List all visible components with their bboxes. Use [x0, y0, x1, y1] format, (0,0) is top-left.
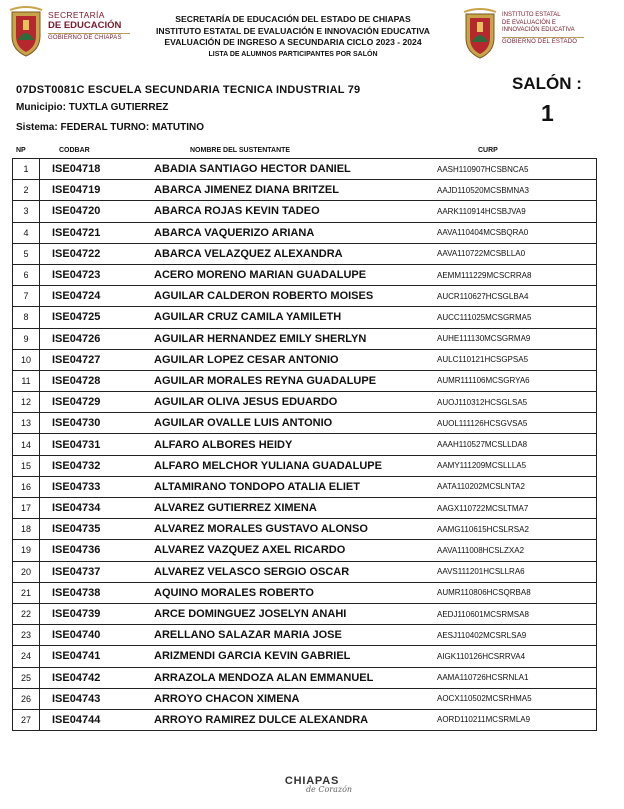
cell-name: AGUILAR CALDERON ROBERTO MOISES	[130, 286, 427, 307]
cell-name: ABARCA VELAZQUEZ ALEXANDRA	[130, 243, 427, 264]
table-row	[13, 413, 597, 434]
cell-np: 15	[13, 455, 40, 476]
cell-cod: ISE04729	[40, 392, 131, 413]
cell-np: 1	[13, 159, 40, 180]
cell-curp: AAVA110404MCSBQRA0	[427, 222, 597, 243]
footer-brand-text: CHIAPAS	[284, 775, 340, 787]
logo-line-1: INSTITUTO ESTATAL	[502, 12, 561, 18]
cell-np: 22	[13, 603, 40, 624]
table-row	[13, 286, 597, 307]
chiapas-crest-icon	[462, 8, 498, 60]
table-row	[13, 243, 597, 264]
cell-name: ALFARO ALBORES HEIDY	[130, 434, 427, 455]
cell-curp: AAMA110726HCSRNLA1	[427, 667, 597, 688]
table-row	[13, 201, 597, 222]
header-line-4: LISTA DE ALUMNOS PARTICIPANTES POR SALÓN	[208, 50, 378, 58]
cell-name: AGUILAR CRUZ CAMILA YAMILETH	[130, 307, 427, 328]
chiapas-crest-icon	[8, 6, 44, 58]
cell-cod: ISE04732	[40, 455, 131, 476]
table-row	[13, 455, 597, 476]
students-table	[12, 158, 597, 731]
cell-np: 20	[13, 561, 40, 582]
cell-name: AGUILAR OVALLE LUIS ANTONIO	[130, 413, 427, 434]
cell-cod: ISE04735	[40, 519, 131, 540]
cell-np: 3	[13, 201, 40, 222]
cell-curp: AUOL111126HCSGVSA5	[427, 413, 597, 434]
cell-np: 10	[13, 349, 40, 370]
cell-name: ALFARO MELCHOR YULIANA GUADALUPE	[130, 455, 427, 476]
sistema-turno: Sistema: FEDERAL TURNO: MATUTINO	[16, 122, 204, 133]
table-row	[13, 561, 597, 582]
cell-np: 17	[13, 498, 40, 519]
cell-cod: ISE04731	[40, 434, 131, 455]
cell-cod: ISE04725	[40, 307, 131, 328]
cell-cod: ISE04721	[40, 222, 131, 243]
logo-line-4: GOBIERNO DEL ESTADO	[502, 37, 584, 45]
cell-name: ARELLANO SALAZAR MARIA JOSE	[130, 625, 427, 646]
header-line-2: INSTITUTO ESTATAL DE EVALUACIÓN E INNOVACIÓN EDUCATIVA	[155, 25, 431, 36]
logo-line-2: DE EDUCACIÓN	[48, 20, 122, 31]
cell-curp: AORD110211MCSRMLA9	[427, 709, 597, 730]
ieeie-logo	[462, 8, 582, 60]
cell-name: ALTAMIRANO TONDOPO ATALIA ELIET	[130, 476, 427, 497]
table-row	[13, 646, 597, 667]
cell-np: 9	[13, 328, 40, 349]
cell-np: 25	[13, 667, 40, 688]
cell-cod: ISE04724	[40, 286, 131, 307]
cell-np: 6	[13, 264, 40, 285]
cell-curp: AAVS111201HCSLLRA6	[427, 561, 597, 582]
cell-cod: ISE04741	[40, 646, 131, 667]
cell-cod: ISE04727	[40, 349, 131, 370]
cell-curp: AUCC111025MCSGRMA5	[427, 307, 597, 328]
cell-np: 5	[13, 243, 40, 264]
logo-line-3: INNOVACIÓN EDUCATIVA	[502, 27, 575, 33]
cell-curp: AUMR111106MCSGRYA6	[427, 370, 597, 391]
cell-cod: ISE04730	[40, 413, 131, 434]
cell-curp: AUCR110627HCSGLBA4	[427, 286, 597, 307]
municipio: Municipio: TUXTLA GUTIERREZ	[16, 102, 169, 113]
cell-cod: ISE04740	[40, 625, 131, 646]
cell-curp: AUMR110806HCSQRBA8	[427, 582, 597, 603]
school-name: 07DST0081C ESCUELA SECUNDARIA TECNICA INDUSTRIAL 79	[16, 84, 361, 96]
cell-np: 7	[13, 286, 40, 307]
cell-name: ALVAREZ GUTIERREZ XIMENA	[130, 498, 427, 519]
cell-cod: ISE04742	[40, 667, 131, 688]
table-row	[13, 498, 597, 519]
cell-name: ABARCA ROJAS KEVIN TADEO	[130, 201, 427, 222]
table-header	[12, 146, 597, 158]
table-row	[13, 222, 597, 243]
cell-np: 27	[13, 709, 40, 730]
cell-name: AGUILAR LOPEZ CESAR ANTONIO	[130, 349, 427, 370]
table-row	[13, 349, 597, 370]
cell-curp: AATA110202MCSLNTA2	[427, 476, 597, 497]
cell-curp: AAAH110527MCSLLDA8	[427, 434, 597, 455]
cell-name: ALVAREZ MORALES GUSTAVO ALONSO	[130, 519, 427, 540]
cell-name: ALVAREZ VAZQUEZ AXEL RICARDO	[130, 540, 427, 561]
table-row	[13, 159, 597, 180]
table-row	[13, 392, 597, 413]
cell-curp: AEDJ110601MCSRMSA8	[427, 603, 597, 624]
cell-np: 2	[13, 180, 40, 201]
cell-cod: ISE04738	[40, 582, 131, 603]
cell-curp: AOCX110502MCSRHMA5	[427, 688, 597, 709]
cell-name: AQUINO MORALES ROBERTO	[130, 582, 427, 603]
cell-cod: ISE04728	[40, 370, 131, 391]
col-name: NOMBRE DEL SUSTENTANTE	[190, 147, 291, 154]
cell-np: 19	[13, 540, 40, 561]
cell-curp: AAMG110615HCSLRSA2	[427, 519, 597, 540]
table-row	[13, 540, 597, 561]
cell-np: 26	[13, 688, 40, 709]
document-header	[126, 14, 460, 60]
logo-line-1: SECRETARÍA	[48, 10, 105, 20]
cell-name: AGUILAR HERNANDEZ EMILY SHERLYN	[130, 328, 427, 349]
cell-curp: AAGX110722MCSLTMA7	[427, 498, 597, 519]
table-row	[13, 370, 597, 391]
footer-tagline: de Corazón	[305, 785, 353, 794]
cell-curp: AUOJ110312HCSGLSA5	[427, 392, 597, 413]
col-codbar: CODBAR	[59, 147, 90, 154]
cell-cod: ISE04737	[40, 561, 131, 582]
col-np: NP	[16, 147, 26, 154]
table-row	[13, 434, 597, 455]
cell-np: 18	[13, 519, 40, 540]
table-row	[13, 476, 597, 497]
cell-name: ABADIA SANTIAGO HECTOR DANIEL	[130, 159, 427, 180]
cell-curp: AAVA110722MCSBLLA0	[427, 243, 597, 264]
cell-np: 12	[13, 392, 40, 413]
cell-name: ALVAREZ VELASCO SERGIO OSCAR	[130, 561, 427, 582]
table-row	[13, 709, 597, 730]
cell-cod: ISE04718	[40, 159, 131, 180]
cell-cod: ISE04734	[40, 498, 131, 519]
cell-name: ARROYO RAMIREZ DULCE ALEXANDRA	[130, 709, 427, 730]
cell-cod: ISE04739	[40, 603, 131, 624]
cell-curp: AEMM111229MCSCRRA8	[427, 264, 597, 285]
cell-cod: ISE04736	[40, 540, 131, 561]
header-line-1: SECRETARÍA DE EDUCACIÓN DEL ESTADO DE CHIAPAS	[175, 14, 411, 24]
table-row	[13, 667, 597, 688]
cell-np: 11	[13, 370, 40, 391]
cell-name: ABARCA VAQUERIZO ARIANA	[130, 222, 427, 243]
cell-curp: AULC110121HCSGPSA5	[427, 349, 597, 370]
cell-name: AGUILAR MORALES REYNA GUADALUPE	[130, 370, 427, 391]
table-row	[13, 688, 597, 709]
cell-cod: ISE04744	[40, 709, 131, 730]
cell-name: ARROYO CHACON XIMENA	[130, 688, 427, 709]
cell-curp: AESJ110402MCSRLSA9	[427, 625, 597, 646]
cell-np: 13	[13, 413, 40, 434]
table-row	[13, 519, 597, 540]
logo-line-2: DE EVALUACIÓN E	[502, 19, 556, 26]
cell-cod: ISE04722	[40, 243, 131, 264]
cell-curp: AASH110907HCSBNCA5	[427, 159, 597, 180]
salon-label: SALÓN :	[512, 74, 582, 93]
cell-curp: AAJD110520MCSBMNA3	[427, 180, 597, 201]
table-row	[13, 264, 597, 285]
table-row	[13, 307, 597, 328]
sep-logo	[8, 6, 126, 60]
cell-name: ARRAZOLA MENDOZA ALAN EMMANUEL	[130, 667, 427, 688]
cell-cod: ISE04726	[40, 328, 131, 349]
table-row	[13, 582, 597, 603]
cell-np: 23	[13, 625, 40, 646]
cell-curp: AARK110914HCSBJVA9	[427, 201, 597, 222]
cell-cod: ISE04720	[40, 201, 131, 222]
cell-name: ACERO MORENO MARIAN GUADALUPE	[130, 264, 427, 285]
cell-name: ABARCA JIMENEZ DIANA BRITZEL	[130, 180, 427, 201]
cell-cod: ISE04723	[40, 264, 131, 285]
cell-curp: AUHE111130MCSGRMA9	[427, 328, 597, 349]
cell-cod: ISE04743	[40, 688, 131, 709]
cell-curp: AAMY111209MCSLLLA5	[427, 455, 597, 476]
cell-name: ARIZMENDI GARCIA KEVIN GABRIEL	[130, 646, 427, 667]
cell-np: 16	[13, 476, 40, 497]
col-curp: CURP	[478, 147, 498, 154]
cell-cod: ISE04733	[40, 476, 131, 497]
cell-np: 21	[13, 582, 40, 603]
cell-curp: AIGK110126HCSRRVA4	[427, 646, 597, 667]
cell-name: AGUILAR OLIVA JESUS EDUARDO	[130, 392, 427, 413]
cell-cod: ISE04719	[40, 180, 131, 201]
cell-np: 4	[13, 222, 40, 243]
footer-brand	[0, 775, 624, 794]
cell-np: 14	[13, 434, 40, 455]
cell-name: ARCE DOMINGUEZ JOSELYN ANAHI	[130, 603, 427, 624]
header-line-3: EVALUACIÓN DE INGRESO A SECUNDARIA CICLO 2023 - 2024	[164, 37, 422, 47]
table-row	[13, 625, 597, 646]
table-row	[13, 328, 597, 349]
table-row	[13, 603, 597, 624]
table-row	[13, 180, 597, 201]
cell-np: 8	[13, 307, 40, 328]
logo-line-3: GOBIERNO DE CHIAPAS	[48, 33, 130, 41]
cell-np: 24	[13, 646, 40, 667]
cell-curp: AAVA111008HCSLZXA2	[427, 540, 597, 561]
salon-number: 1	[541, 100, 554, 126]
